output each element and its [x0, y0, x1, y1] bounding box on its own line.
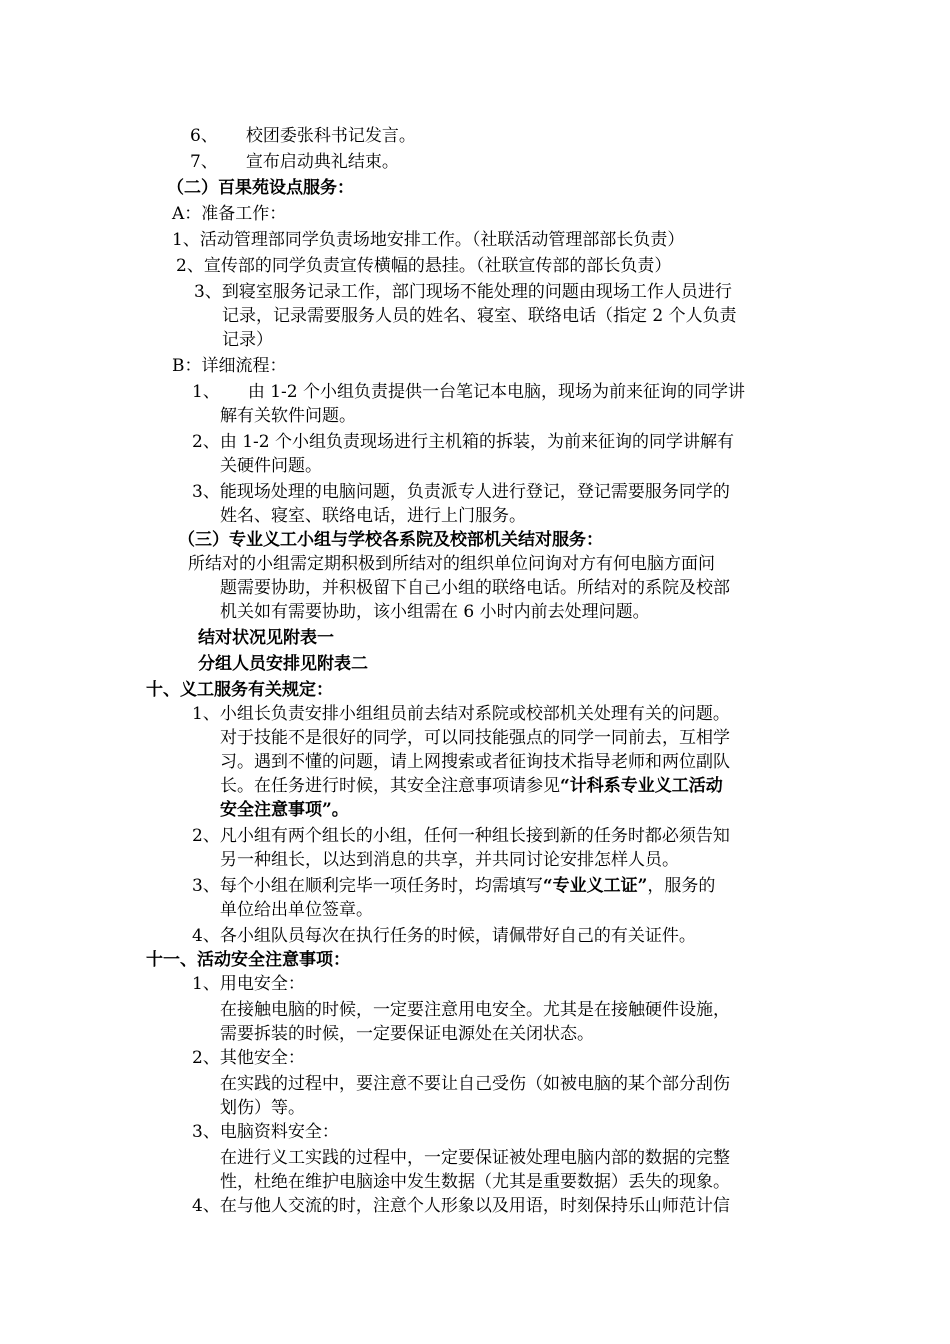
item-number: 7、 — [190, 152, 218, 172]
item-number: 1、 — [192, 382, 220, 402]
emphasis-text: “专业义工证” — [542, 876, 648, 896]
rule-item-1-cont: 对于技能不是很好的同学，可以同技能强点的同学一同前去，互相学 — [220, 728, 730, 748]
attachment-note-2: 分组人员安排见附表二 — [198, 654, 368, 674]
emphasis-text: “计科系专业义工活动 — [560, 776, 723, 796]
safety-item-3-title: 3、电脑资料安全： — [192, 1122, 339, 1142]
paragraph-cont: 机关如有需要协助，该小组需在 6 小时内前去处理问题。 — [220, 602, 650, 622]
safety-item-2-text: 划伤）等。 — [220, 1098, 305, 1118]
rule-item-2-cont: 另一种组长，以达到消息的共享，并共同讨论安排怎样人员。 — [220, 850, 679, 870]
item-text: 由 1-2 个小组负责提供一台笔记本电脑，现场为前来征询的同学讲 — [247, 382, 746, 402]
flow-item-3-cont: 姓名、寝室、联络电话，进行上门服务。 — [220, 506, 526, 526]
list-item-6 — [190, 124, 416, 148]
safety-item-2-text: 在实践的过程中，要注意不要让自己受伤（如被电脑的某个部分刮伤 — [220, 1074, 730, 1094]
rule-item-4: 4、各小组队员每次在执行任务的时候，请佩带好自己的有关证件。 — [192, 926, 696, 946]
flow-item-1 — [192, 380, 745, 404]
flow-item-1-cont: 解有关软件问题。 — [220, 406, 356, 426]
item-text: 宣布启动典礼结束。 — [245, 152, 399, 172]
rule-item-3 — [192, 874, 715, 898]
prep-item-3-cont: 记录，记录需要服务人员的姓名、寝室、联络电话（指定 2 个人负责 — [222, 306, 737, 326]
text-run: 长。在任务进行时候，其安全注意事项请参见 — [220, 776, 560, 796]
subsection-heading-2: （二）百果苑设点服务： — [167, 178, 354, 198]
subsection-heading-3: （三）专业义工小组与学校各系院及校部机关结对服务： — [178, 530, 603, 550]
rule-item-1-cont — [220, 774, 723, 798]
flow-item-2-cont: 关硬件问题。 — [220, 456, 322, 476]
item-text: 校团委张科书记发言。 — [245, 126, 416, 146]
attachment-note-1: 结对状况见附表一 — [198, 628, 334, 648]
section-heading-10: 十、义工服务有关规定： — [146, 680, 333, 700]
paragraph: 所结对的小组需定期积极到所结对的组织单位问询对方有何电脑方面问 — [188, 554, 715, 574]
text-run: ，服务的 — [647, 876, 716, 896]
rule-item-2: 2、凡小组有两个组长的小组，任何一种组长接到新的任务时都必须告知 — [192, 826, 730, 846]
prep-item-3-cont: 记录） — [222, 330, 273, 350]
safety-item-3-text: 性，杜绝在维护电脑途中发生数据（尤其是重要数据）丢失的现象。 — [220, 1172, 730, 1192]
prep-item-1: 1、活动管理部同学负责场地安排工作。（社联活动管理部部长负责） — [172, 230, 685, 250]
prep-label: A：准备工作： — [172, 204, 287, 224]
emphasis-text: 安全注意事项”。 — [220, 800, 349, 820]
item-number: 6、 — [190, 126, 218, 146]
flow-item-2: 2、由 1-2 个小组负责现场进行主机箱的拆装，为前来征询的同学讲解有 — [192, 432, 734, 452]
prep-item-2: 2、宣传部的同学负责宣传横幅的悬挂。（社联宣传部的部长负责） — [176, 256, 672, 276]
paragraph-cont: 题需要协助，并积极留下自己小组的联络电话。所结对的系院及校部 — [220, 578, 730, 598]
safety-item-2-title: 2、其他安全： — [192, 1048, 305, 1068]
rule-item-3-cont: 单位给出单位签章。 — [220, 900, 373, 920]
safety-item-4: 4、在与他人交流的时，注意个人形象以及用语，时刻保持乐山师范计信 — [192, 1196, 730, 1216]
prep-item-3: 3、到寝室服务记录工作，部门现场不能处理的问题由现场工作人员进行 — [194, 282, 732, 302]
safety-item-3-text: 在进行义工实践的过程中，一定要保证被处理电脑内部的数据的完整 — [220, 1148, 730, 1168]
text-run: 3、每个小组在顺利完毕一项任务时，均需填写 — [192, 876, 543, 896]
flow-label: B：详细流程： — [172, 356, 287, 376]
list-item-7 — [190, 150, 399, 174]
safety-item-1-text: 在接触电脑的时候，一定要注意用电安全。尤其是在接触硬件设施， — [220, 1000, 730, 1020]
section-heading-11: 十一、活动安全注意事项： — [146, 950, 350, 970]
rule-item-1: 1、小组长负责安排小组组员前去结对系院或校部机关处理有关的问题。 — [192, 704, 730, 724]
rule-item-1-cont: 习。遇到不懂的问题，请上网搜索或者征询技术指导老师和两位副队 — [220, 752, 730, 772]
safety-item-1-title: 1、用电安全： — [192, 974, 305, 994]
flow-item-3: 3、能现场处理的电脑问题，负责派专人进行登记，登记需要服务同学的 — [192, 482, 730, 502]
safety-item-1-text: 需要拆装的时候，一定要保证电源处在关闭状态。 — [220, 1024, 594, 1044]
